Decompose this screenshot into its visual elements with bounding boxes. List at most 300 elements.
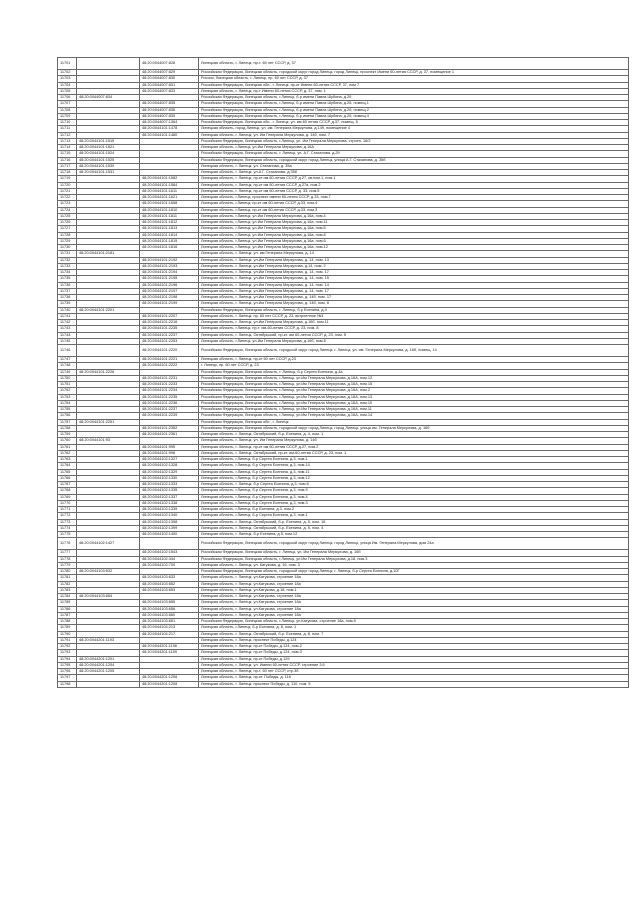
address-table xyxy=(57,57,629,688)
cadastral-premises-cell: 48:20:0044101:1621 xyxy=(140,195,199,201)
cadastral-premises-cell: 48:20:0044101:1815 xyxy=(140,238,199,244)
row-number-cell: 11769 xyxy=(58,494,77,500)
cadastral-premises-cell: 48:20:0044101:2220 xyxy=(140,345,199,357)
row-number-cell: 11775 xyxy=(58,532,77,538)
address-cell: Липецкая область, г. Липецк, ул. Стаханова, д. 35а xyxy=(199,163,629,169)
cadastral-premises-cell: 48:20:0044101:2233 xyxy=(140,382,199,388)
row-number-cell: 11726 xyxy=(58,220,77,226)
address-cell: Российская Федерация, Липецкая область, г.Липецк, ул.Им Генерала Меркулова, д.16А, пом.2 xyxy=(199,388,629,394)
address-cell: Липецкая область, г. Липецк, ул.Им Генерала Меркулова, д.16б, пом.11 xyxy=(199,320,629,326)
address-cell: Российская Федерация, Липецкая область, г. Липецк, ул. Им Генерала Меркулова, д. 16б xyxy=(199,550,629,556)
cadastral-premises-cell: 48:20:0044102:1400 xyxy=(140,532,199,538)
address-cell: Российская Федерация, Липецкая область, г.Липецк, б-р имени Павла Шубина, д.26, помещ.4 xyxy=(199,113,629,119)
cadastral-premises-cell: 48:20:0044007:833 xyxy=(140,88,199,94)
row-number-cell: 11778 xyxy=(58,556,77,562)
cadastral-building-cell: 48:20:0044101:1525 xyxy=(77,157,140,163)
address-cell: Российская Федерация, Липецкая область, г.Липецк, ул.Им Генерала Меркулова, д.16А, пом.11 xyxy=(199,407,629,413)
cadastral-premises-cell: 48:20:0044102:700 xyxy=(140,562,199,568)
table-row xyxy=(58,58,629,70)
cadastral-premises-cell: 48:20:0044102:344 xyxy=(140,556,199,562)
row-number-cell: 11711 xyxy=(58,126,77,132)
address-cell: Российская Федерация, Липецкая область, городской округ город Липецк, г. Липецк, ул. им. Генерала Меркулова, д. 16б, помещ. 14 xyxy=(199,345,629,357)
cadastral-premises-cell: 48:20:0044102:1329 xyxy=(140,469,199,475)
address-cell: Липецкая область, г.Липецк, ул.Им Генерала Меркулова, д.16А xyxy=(199,145,629,151)
cadastral-building-cell: 48:20:0044101:1524 xyxy=(77,151,140,157)
address-cell: Липецкая область, г.Липецк, б-р Сергея Есенина, д.3, пом.12 xyxy=(199,475,629,481)
address-cell: Липецкая область, г.Липецк, ул.Им Генерала Меркулова, д.16а, пом.5 xyxy=(199,226,629,232)
row-number-cell: 11717 xyxy=(58,163,77,169)
address-cell: Липецкая область, г. Липецк, пр-кт им 60-летия СССР, д.27, пом.2 xyxy=(199,444,629,450)
cadastral-premises-cell: 48:20:0044102:1328 xyxy=(140,463,199,469)
cadastral-building-cell: 48:20:0044101:1530 xyxy=(77,163,140,169)
row-number-cell: 11747 xyxy=(58,357,77,363)
address-cell: Липецкая область, г. Липецк, ул.Им Генерала Меркулова, д. 14б, пом. 6 xyxy=(199,301,629,307)
cadastral-building-cell: 48:20:0044101:2251 xyxy=(77,419,140,425)
address-cell: Липецкая область, г. Липецк, проспект Победы, д. 110, пом. 5 xyxy=(199,681,629,687)
address-cell: Липецкая область, г.Липецк, б-р Сергея Есенина, д.3, пом.1 xyxy=(199,513,629,519)
address-cell: Липецкая область, г. Липецк, Октябрьский, б-р. Есенина, д. 4, пом. 1 xyxy=(199,432,629,438)
cadastral-premises-cell: 48:20:0044007:831 xyxy=(140,82,199,88)
cadastral-premises-cell: 48:20:0044102:1338 xyxy=(140,500,199,506)
address-cell: Липецкая область, г. Липецк, Октябрьский, б-р. Есенина, д. 8, пом. 7 xyxy=(199,631,629,637)
cadastral-premises-cell: 48:20:0044102:1327 xyxy=(140,457,199,463)
row-number-cell: 11742 xyxy=(58,320,77,326)
address-cell: Липецкая область, г.Липецк, б-р Сергея Есенина, д.3, пом.11 xyxy=(199,469,629,475)
row-number-cell: 11720 xyxy=(58,182,77,188)
row-number-cell: 11746 xyxy=(58,345,77,357)
row-number-cell: 11796 xyxy=(58,669,77,675)
address-cell: Липецкая область, г.Липецк, пр-кт им 60-летия СССР, д.33, пом.3 xyxy=(199,207,629,213)
cadastral-premises-cell: 48:20:0044101:2237 xyxy=(140,332,199,338)
address-cell: Липецкая область, г.Липецк, б-р Есенина, д. 8, пом. 1 xyxy=(199,625,629,631)
address-cell: Липецкая область, город Липецк, ул. им. Генерала Меркулова, д.149, помещение 4 xyxy=(199,126,629,132)
cadastral-premises-cell: 48:20:0044103:652 xyxy=(140,581,199,587)
address-table-body xyxy=(58,58,629,688)
address-cell: Липецкая область, г. Липецк, пр-кт. Победы, д. 116 xyxy=(199,675,629,681)
cadastral-premises-cell: 48:20:0044101:2197 xyxy=(140,288,199,294)
row-number-cell: 11731 xyxy=(58,251,77,257)
row-number-cell: 11708 xyxy=(58,107,77,113)
address-cell: Липецкая область, г. Липецк, ул. Катукова, д. 16, пом. 3 xyxy=(199,562,629,568)
row-number-cell: 11786 xyxy=(58,606,77,612)
address-cell: Липецкая область, г.Липецк, б-р Сергея Есенина, д.3, пом.4 xyxy=(199,494,629,500)
address-cell: Липецкая область, г.Липецк, проспект имени 60-летия СССР, д.33, пом.7 xyxy=(199,195,629,201)
cadastral-premises-cell: 48:20:0044101:2235 xyxy=(140,326,199,332)
cadastral-building-cell: 48:20:0044101:1515 xyxy=(77,138,140,144)
address-cell: Липецкая область, г. Липецк, ул.Катукова, строение 18а xyxy=(199,612,629,618)
row-number-cell: 11748 xyxy=(58,363,77,369)
cadastral-building-cell: 48:20:0044101:93 xyxy=(77,438,140,444)
cadastral-building-cell: 48:20:0044101:1521 xyxy=(77,145,140,151)
cadastral-premises-cell: 48:20:0044101:2231 xyxy=(140,375,199,381)
address-cell: Российская Федерация, Липецкая область, г.Липецк, б-р имени Павла Шубина, д.26, помещ.2 xyxy=(199,107,629,113)
row-number-cell: 11706 xyxy=(58,95,77,101)
row-number-cell: 11740 xyxy=(58,307,77,313)
row-number-cell: 11764 xyxy=(58,463,77,469)
row-number-cell: 11719 xyxy=(58,176,77,182)
address-cell: Липецкая область, г.Липецк, ул.Им Генерала Меркулова, д.16а, пом.8 xyxy=(199,232,629,238)
row-number-cell: 11777 xyxy=(58,550,77,556)
row-number-cell: 11725 xyxy=(58,213,77,219)
row-number-cell: 11779 xyxy=(58,562,77,568)
address-cell: г. Липецк, пр. 60 лет СССР, д. 23 xyxy=(199,363,629,369)
row-number-cell: 11754 xyxy=(58,400,77,406)
address-cell: Липецкая область, г.Липецк, ул.Им Генерала Меркулова, д.16а, пом.6 xyxy=(199,238,629,244)
address-cell: Липецкая область, г. Липецк, ул.Катукова, строение 18а xyxy=(199,594,629,600)
address-cell: Липецкая область, г.Липецк, б-р Сергея Есенина, д.3, пом.1 xyxy=(199,457,629,463)
row-number-cell: 11792 xyxy=(58,644,77,650)
address-cell: Российская Федерация, Липецкая область, городской округ город Липецк, улица А.Г. Стаханова, д. 35б xyxy=(199,157,629,163)
cadastral-premises-cell: 48:20:0044102:1543 xyxy=(140,550,199,556)
cadastral-premises-cell: 48:20:0044101:2234 xyxy=(140,388,199,394)
row-number-cell: 11737 xyxy=(58,288,77,294)
row-number-cell: 11705 xyxy=(58,88,77,94)
cadastral-premises-cell: 48:20:0044103:656 xyxy=(140,606,199,612)
cadastral-premises-cell: 48:20:0044201:1199 xyxy=(140,650,199,656)
row-number-cell: 11709 xyxy=(58,113,77,119)
row-number-cell: 11781 xyxy=(58,575,77,581)
cadastral-building-cell: 48:20:0044201:1204 xyxy=(77,662,140,668)
address-cell: Российская Федерация, Липецкая область, г.Липецк, ул.Им Генерала Меркулова, д.16А, пом.12 xyxy=(199,375,629,381)
address-cell: Липецкая область, г. Липецк, ул.Им Генерала Меркулова, д. 14б, пом. 17 xyxy=(199,295,629,301)
cadastral-premises-cell: 48:20:0044101:2253 xyxy=(140,338,199,344)
address-cell: Липецкая область, г. Липецк, ул.Катукова, строение 18а xyxy=(199,581,629,587)
cadastral-premises-cell: 48:20:0044103:633 xyxy=(140,575,199,581)
row-number-cell: 11704 xyxy=(58,82,77,88)
address-cell: Липецкая область, г. Липецк, пр-кт им 60-летия СССР, д. 33, пом.5 xyxy=(199,188,629,194)
row-number-cell: 11728 xyxy=(58,232,77,238)
address-cell: Российская Федерация, Липецкая область, г.Липецк, ул. Им Генерала Меркулова, строен. 16/2 xyxy=(199,138,629,144)
cadastral-premises-cell: 48:20:0044007:839 xyxy=(140,113,199,119)
row-number-cell: 11757 xyxy=(58,419,77,425)
address-cell: Липецкая область, г. Липецк, ул. Им Генерала Меркулова, д. 14б, пом. 7 xyxy=(199,132,629,138)
row-number-cell: 11756 xyxy=(58,413,77,419)
address-cell: Липецкая область, г. Липецк, пр. 60 лет СССР, д. 23, встроенное №3 xyxy=(199,313,629,319)
cadastral-premises-cell: 48:20:0044101:2221 xyxy=(140,357,199,363)
cadastral-premises-cell: 48:20:0044201:1196 xyxy=(140,644,199,650)
cadastral-premises-cell: 48:20:0044101:2198 xyxy=(140,295,199,301)
address-cell: Россия, Липецкая область, г. Липецк, пр. 60 лет СССР, д. 37 xyxy=(199,76,629,82)
cadastral-premises-cell: 48:20:0044007:828 xyxy=(140,58,199,70)
address-cell: Липецкая область, г. Липецк, б-р Есенина, д.5, пом.12 xyxy=(199,532,629,538)
cadastral-premises-cell: 48:20:0044101:2192 xyxy=(140,257,199,263)
row-number-cell: 11730 xyxy=(58,245,77,251)
cadastral-building-cell: 48:20:0044103:632 xyxy=(77,569,140,575)
row-number-cell: 11758 xyxy=(58,425,77,431)
cadastral-premises-cell: 48:20:0044101:1584 xyxy=(140,182,199,188)
row-number-cell: 11766 xyxy=(58,475,77,481)
cadastral-premises-cell: 48:20:0044101:2222 xyxy=(140,363,199,369)
address-cell: Российская Федерация, Липецкая обл., г. Липецк, ул. им.60 летия СССР, д.37, помещ. 5 xyxy=(199,120,629,126)
address-cell: Липецкая область, г. Липецк, Октябрьский, пр-кт. им 60-летия СССР, д. 23, пом. 5 xyxy=(199,332,629,338)
cadastral-premises-cell: 48:20:0044101:1698 xyxy=(140,201,199,207)
address-cell: Российская Федерация, Липецкая область, г.Липецк, ул.Им Генерала Меркулова, д.16А, пом.13 xyxy=(199,394,629,400)
address-cell: Липецкая область, г. Липецк, Октябрьский, пр-кт. им-60-летия СССР, д. 23, пом. 1 xyxy=(199,450,629,456)
row-number-cell: 11750 xyxy=(58,375,77,381)
row-number-cell: 11715 xyxy=(58,151,77,157)
cadastral-premises-cell: 48:20:0044104:217 xyxy=(140,631,199,637)
cadastral-premises-cell: 48:20:0044007:1364 xyxy=(140,120,199,126)
row-number-cell: 11773 xyxy=(58,519,77,525)
row-number-cell: 11767 xyxy=(58,482,77,488)
cadastral-premises-cell: 48:20:0044101:2239 xyxy=(140,413,199,419)
cadastral-premises-cell: 48:20:0044101:1813 xyxy=(140,226,199,232)
cadastral-premises-cell: 48:20:0044102:1399 xyxy=(140,525,199,531)
cadastral-building-cell: 48:20:0044101:2201 xyxy=(77,307,140,313)
cadastral-premises-cell: 48:20:0044101:1810 xyxy=(140,207,199,213)
cadastral-building-cell: 48:20:0044102:1427 xyxy=(77,538,140,550)
row-number-cell: 11721 xyxy=(58,188,77,194)
cadastral-premises-cell: 48:20:0044103:655 xyxy=(140,600,199,606)
address-cell: Липецкая область, г. Липецк, пр-кт Победы, д.124, пом.3 xyxy=(199,650,629,656)
cadastral-premises-cell: 48:20:0044101:1811 xyxy=(140,213,199,219)
row-number-cell: 11760 xyxy=(58,438,77,444)
row-number-cell: 11702 xyxy=(58,70,77,76)
cadastral-premises-cell: 48:20:0044101:1478 xyxy=(140,126,199,132)
cadastral-building-cell: 48:20:0044101:2226 xyxy=(77,369,140,375)
table-row xyxy=(58,538,629,550)
row-number-cell: 11743 xyxy=(58,326,77,332)
cadastral-building-cell: 48:20:0044007:834 xyxy=(77,95,140,101)
row-number-cell: 11744 xyxy=(58,332,77,338)
address-cell: Липецкая область, г. Липецк, ул. Имени 60-летия СССР, строение 3.6 xyxy=(199,662,629,668)
row-number-cell: 11765 xyxy=(58,469,77,475)
row-number-cell: 11724 xyxy=(58,207,77,213)
row-number-cell: 11739 xyxy=(58,301,77,307)
address-cell: Липецкая область, г.Липецк, ул.Им Генерала Меркулова, д.16а, пом.12 xyxy=(199,245,629,251)
row-number-cell: 11734 xyxy=(58,270,77,276)
cadastral-premises-cell xyxy=(140,538,199,550)
cadastral-premises-cell: 48:20:0044101:2207 xyxy=(140,313,199,319)
cadastral-building-cell: 48:20:0044201:1193 xyxy=(77,637,140,643)
address-cell: Липецкая область, г. Липецк, Октябрьский, б-р. Есенина, д. 5, пом. 4 xyxy=(199,525,629,531)
cadastral-premises-cell: 48:20:0044101:2193 xyxy=(140,263,199,269)
row-number-cell: 11735 xyxy=(58,276,77,282)
row-number-cell: 11752 xyxy=(58,388,77,394)
row-number-cell: 11738 xyxy=(58,295,77,301)
row-number-cell: 11732 xyxy=(58,257,77,263)
cadastral-premises-cell: 48:20:0044102:1335 xyxy=(140,488,199,494)
row-number-cell: 11785 xyxy=(58,600,77,606)
cadastral-premises-cell: 48:20:0044101:1814 xyxy=(140,232,199,238)
cadastral-premises-cell: 48:20:0044102:1340 xyxy=(140,513,199,519)
cadastral-building-cell: 48:20:0044201:1205 xyxy=(77,669,140,675)
row-number-cell: 11776 xyxy=(58,538,77,550)
row-number-cell: 11722 xyxy=(58,195,77,201)
address-cell: Российская Федерация, Липецкая область, г. Липецк, б-р Сергея Есенина, д.4а xyxy=(199,369,629,375)
cadastral-premises-cell: 48:20:0044101:1816 xyxy=(140,245,199,251)
cadastral-premises-cell: 48:20:0044101:2352 xyxy=(140,425,199,431)
table-row xyxy=(58,681,629,687)
cadastral-premises-cell: 48:20:0044101:2194 xyxy=(140,270,199,276)
address-cell: Липецкая область, г. Липецк, ул.Катукова, строение 18а xyxy=(199,575,629,581)
address-cell: Российская Федерация, Липецкая область, г.Липецк, ул.Катукова, строение 18а, пом.5 xyxy=(199,619,629,625)
cadastral-building-cell xyxy=(77,58,140,70)
address-cell: Российская Федерация, Липецкая область, городской округ город Липецк, г. Липецк, б-р Сергея Есенина, д.10Г xyxy=(199,569,629,575)
row-number-cell: 11736 xyxy=(58,282,77,288)
address-cell: Российская Федерация, Липецкая область, г.Липецк, ул.Им Генерала Меркулова, д.16А, пом.14 xyxy=(199,413,629,419)
cadastral-premises-cell: 48:20:0044101:2196 xyxy=(140,282,199,288)
address-cell: Липецкая область, г. Липецк, пр-т. 60 лет СССР, стр.3б xyxy=(199,669,629,675)
address-cell: Липецкая область, г. Липецк, пр-кт 60 лет СССР, д.23 xyxy=(199,357,629,363)
address-cell: Липецкая область, г. Липецк, ул.Им Генерала Меркулова, д. 14, пом. 13 xyxy=(199,257,629,263)
address-cell: Липецкая область, г. Липецк, ул.Им Генерала Меркулова, д.14, пом. 2 xyxy=(199,263,629,269)
cadastral-building-cell xyxy=(77,681,140,687)
row-number-cell: 11753 xyxy=(58,394,77,400)
address-cell: Липецкая область, г. Липецк, пр-кт им.60-летия СССР, д.27, кв.пом.1, пом.1 xyxy=(199,176,629,182)
address-cell: Липецкая область, г. Липецк, ул.Им Генерала Меркулова, д. 14, пом. 14 xyxy=(199,282,629,288)
row-number-cell: 11791 xyxy=(58,637,77,643)
address-cell: Российская Федерация, Липецкая область, г.Липецк, ул.Им Генерала Меркулова, д.16А, пом.15 xyxy=(199,382,629,388)
address-cell: Липецкая область, г.Липецк, б-р Есенина, д.3, пом.2 xyxy=(199,507,629,513)
cadastral-premises-cell: 48:20:0044007:830 xyxy=(140,76,199,82)
row-number-cell: 11797 xyxy=(58,675,77,681)
address-cell: Липецкая область, г. Липецк, ул.Катукова, д.18, пом.1 xyxy=(199,587,629,593)
address-cell: Липецкая область, г.Липецк, пр-т. им-60-летия СССР, д. 23, пом. 8 xyxy=(199,326,629,332)
address-cell: Российская Федерация, Липецкая область, городской округ город Липецк, город Липецк, улица Им. Генерала Меркулова, дом 24а xyxy=(199,538,629,550)
row-number-cell: 11768 xyxy=(58,488,77,494)
row-number-cell: 11784 xyxy=(58,594,77,600)
cadastral-premises-cell: 48:20:0044101:1812 xyxy=(140,220,199,226)
row-number-cell: 11729 xyxy=(58,238,77,244)
cadastral-premises-cell: 48:20:0044201:1208 xyxy=(140,681,199,687)
address-cell: Липецкая область, г.Липецк, б-р Сергея Есенина, д.3, пом.9 xyxy=(199,488,629,494)
address-cell: Липецкая область, г. Липецк, ул.Катукова, строение 18а xyxy=(199,600,629,606)
row-number-cell: 11793 xyxy=(58,650,77,656)
row-number-cell: 11741 xyxy=(58,313,77,319)
address-cell: Российская Федерация, Липецкая область, г.Липецк, б-р имени Павла Шубина, д.26 xyxy=(199,95,629,101)
cadastral-premises-cell: 48:20:0044103:660 xyxy=(140,612,199,618)
address-cell: Липецкая область, г. Липецк, ул. Им Генерала Меркулова, д. 14б xyxy=(199,438,629,444)
row-number-cell: 11733 xyxy=(58,263,77,269)
address-cell: Липецкая область, г. Липецк, пр-кт Победы, д.129 xyxy=(199,656,629,662)
row-number-cell: 11759 xyxy=(58,432,77,438)
cadastral-premises-cell: 48:20:0044101:1582 xyxy=(140,176,199,182)
address-cell: Российская Федерация, Липецкая область, г.Липецк, б-р имени Павла Шубина, д.26, помещ.1 xyxy=(199,101,629,107)
cadastral-premises-cell: 48:20:0044101:1611 xyxy=(140,188,199,194)
cadastral-premises-cell: 48:20:0044102:1330 xyxy=(140,475,199,481)
row-number-cell: 11701 xyxy=(58,58,77,70)
cadastral-premises-cell: 48:20:0044103:661 xyxy=(140,619,199,625)
cadastral-premises-cell: 48:20:0044104:213 xyxy=(140,625,199,631)
row-number-cell: 11772 xyxy=(58,513,77,519)
cadastral-premises-cell: 48:20:0044101:2216 xyxy=(140,320,199,326)
address-cell: Липецкая область, г.Липецк, б-р Сергея Есенина, д.3, пом.14 xyxy=(199,463,629,469)
row-number-cell: 11718 xyxy=(58,170,77,176)
address-cell: Липецкая область, г. Липецк, Октябрьский, б-р. Есенина, д. 5, пом. 16 xyxy=(199,519,629,525)
address-cell: Липецкая область, г. Липецк, ул.А.Г. Стаханова, д.35б xyxy=(199,170,629,176)
address-cell: Липецкая область, г.Липецк, ул.Им Генерала Меркулова, д.16а, пом.11 xyxy=(199,220,629,226)
row-number-cell: 11794 xyxy=(58,656,77,662)
cadastral-premises-cell: 48:20:0044201:1206 xyxy=(140,675,199,681)
row-number-cell: 11790 xyxy=(58,631,77,637)
cadastral-premises-cell: 48:20:0044101:995 xyxy=(140,444,199,450)
row-number-cell: 11763 xyxy=(58,457,77,463)
row-number-cell: 11713 xyxy=(58,138,77,144)
cadastral-premises-cell: 48:20:0044101:2236 xyxy=(140,400,199,406)
row-number-cell: 11723 xyxy=(58,201,77,207)
address-table-sheet xyxy=(57,57,624,688)
row-number-cell: 11749 xyxy=(58,369,77,375)
cadastral-premises-cell: 48:20:0044101:2361 xyxy=(140,432,199,438)
cadastral-premises-cell: 48:20:0044102:1339 xyxy=(140,507,199,513)
address-cell: Липецкая область, г. Липецк, б-р Сергея Есенина, д.3, пом.6 xyxy=(199,482,629,488)
address-cell: Липецкая область, г. Липецк, ул.Им Генерала Меркулова, д. 14, пом. 17 xyxy=(199,270,629,276)
cadastral-premises-cell: 48:20:0044101:2237 xyxy=(140,407,199,413)
address-cell: Российская Федерация, Липецкая область, г. Липецк, ул. А.Г. Стаханова, д.29 xyxy=(199,151,629,157)
address-cell: Липецкая область, г. Липецк, проспект Победы, д.124 xyxy=(199,637,629,643)
row-number-cell: 11714 xyxy=(58,145,77,151)
cadastral-premises-cell: 48:20:0044007:835 xyxy=(140,101,199,107)
cadastral-premises-cell: 48:20:0044007:836 xyxy=(140,107,199,113)
address-cell: Российская Федерация, Липецкая обл., г. Липецк, пр-кт Имени 60-летия СССР, 37, пом 7 xyxy=(199,82,629,88)
address-cell: Российская Федерация, Липецкая область, г. Липецк, б-р Есенина, д.4 xyxy=(199,307,629,313)
row-number-cell: 11774 xyxy=(58,525,77,531)
address-cell: Липецкая область, г.Липецк, ул.Им Генерала Меркулова, д.16б, пом.6 xyxy=(199,338,629,344)
row-number-cell: 11707 xyxy=(58,101,77,107)
cadastral-premises-cell: 48:20:0044101:1480 xyxy=(140,132,199,138)
row-number-cell: 11780 xyxy=(58,569,77,575)
cadastral-premises-cell: 48:20:0044007:829 xyxy=(140,70,199,76)
row-number-cell: 11783 xyxy=(58,587,77,593)
cadastral-building-cell xyxy=(77,345,140,357)
cadastral-premises-cell: 48:20:0044102:1333 xyxy=(140,482,199,488)
cadastral-premises-cell: 48:20:0044102:1398 xyxy=(140,519,199,525)
row-number-cell: 11710 xyxy=(58,120,77,126)
address-cell: Липецкая область, г. Липецк, ул.Им Генерала Меркулова, д. 14, пом. 17 xyxy=(199,288,629,294)
cadastral-building-cell: 48:20:0044201:1201 xyxy=(77,656,140,662)
address-cell: Российская Федерация, Липецкая область, г.Липецк, ул.Им Генерала Меркулова, д.18, пом.3 xyxy=(199,556,629,562)
row-number-cell: 11712 xyxy=(58,132,77,138)
cadastral-building-cell: 48:20:0044103:654 xyxy=(77,594,140,600)
cadastral-premises-cell: 48:20:0044101:2195 xyxy=(140,276,199,282)
row-number-cell: 11727 xyxy=(58,226,77,232)
row-number-cell: 11761 xyxy=(58,444,77,450)
address-cell: Российская Федерация, Липецкая обл., г. Липецк xyxy=(199,419,629,425)
row-number-cell: 11745 xyxy=(58,338,77,344)
address-cell: Липецкая область, г. Липецк, пр-т Имени 60-летия СССР, д. 37, пом. 1 xyxy=(199,88,629,94)
address-cell: Липецкая область, г. Липецк, ул.Катукова, строение 18а xyxy=(199,606,629,612)
cadastral-premises-cell: 48:20:0044101:2199 xyxy=(140,301,199,307)
address-cell: Липецкая область, г. Липецк, пр-кт Победы, д.124, пом.2 xyxy=(199,644,629,650)
address-cell: Липецкая область, г. Липецк, ул.Им Генерала Меркулова, д. 14, пом. 15 xyxy=(199,276,629,282)
cadastral-premises-cell: 48:20:0044102:1337 xyxy=(140,494,199,500)
address-cell: Российская Федерация, Липецкая область, г.Липецк, ул.Им Генерала Меркулова, д.16А, пом.10 xyxy=(199,400,629,406)
cadastral-building-cell: 48:20:0044101:1531 xyxy=(77,170,140,176)
table-row xyxy=(58,345,629,357)
row-number-cell: 11762 xyxy=(58,450,77,456)
cadastral-premises-cell: 48:20:0044103:653 xyxy=(140,587,199,593)
row-number-cell: 11716 xyxy=(58,157,77,163)
address-cell: Липецкая область, г. Липецк, пр-т. 60 лет СССР, д. 37 xyxy=(199,58,629,70)
address-cell: Липецкая область, г.Липецк, б-р Сергея Есенина, д.3, пом.3 xyxy=(199,500,629,506)
address-cell: Липецкая область, г. Липецк, ул. им Генерала Меркулова, д. 14 xyxy=(199,251,629,257)
row-number-cell: 11703 xyxy=(58,76,77,82)
address-cell: Российская Федерация, Липецкая область, городской округ город Липецк, город Липецк, улица им. Генерала Меркулова, д. 16б xyxy=(199,425,629,431)
row-number-cell: 11795 xyxy=(58,662,77,668)
row-number-cell: 11755 xyxy=(58,407,77,413)
cadastral-premises-cell: 48:20:0044101:2235 xyxy=(140,394,199,400)
row-number-cell: 11788 xyxy=(58,619,77,625)
row-number-cell: 11751 xyxy=(58,382,77,388)
cadastral-premises-cell: 48:20:0044101:998 xyxy=(140,450,199,456)
row-number-cell: 11770 xyxy=(58,500,77,506)
row-number-cell: 11782 xyxy=(58,581,77,587)
row-number-cell: 11771 xyxy=(58,507,77,513)
row-number-cell: 11798 xyxy=(58,681,77,687)
row-number-cell: 11789 xyxy=(58,625,77,631)
address-cell: Российская Федерация, Липецкая область, городской округ город Липецк, город Липецк, проспект Имени 60-летия СССР, д. 37, помещение 1 xyxy=(199,70,629,76)
